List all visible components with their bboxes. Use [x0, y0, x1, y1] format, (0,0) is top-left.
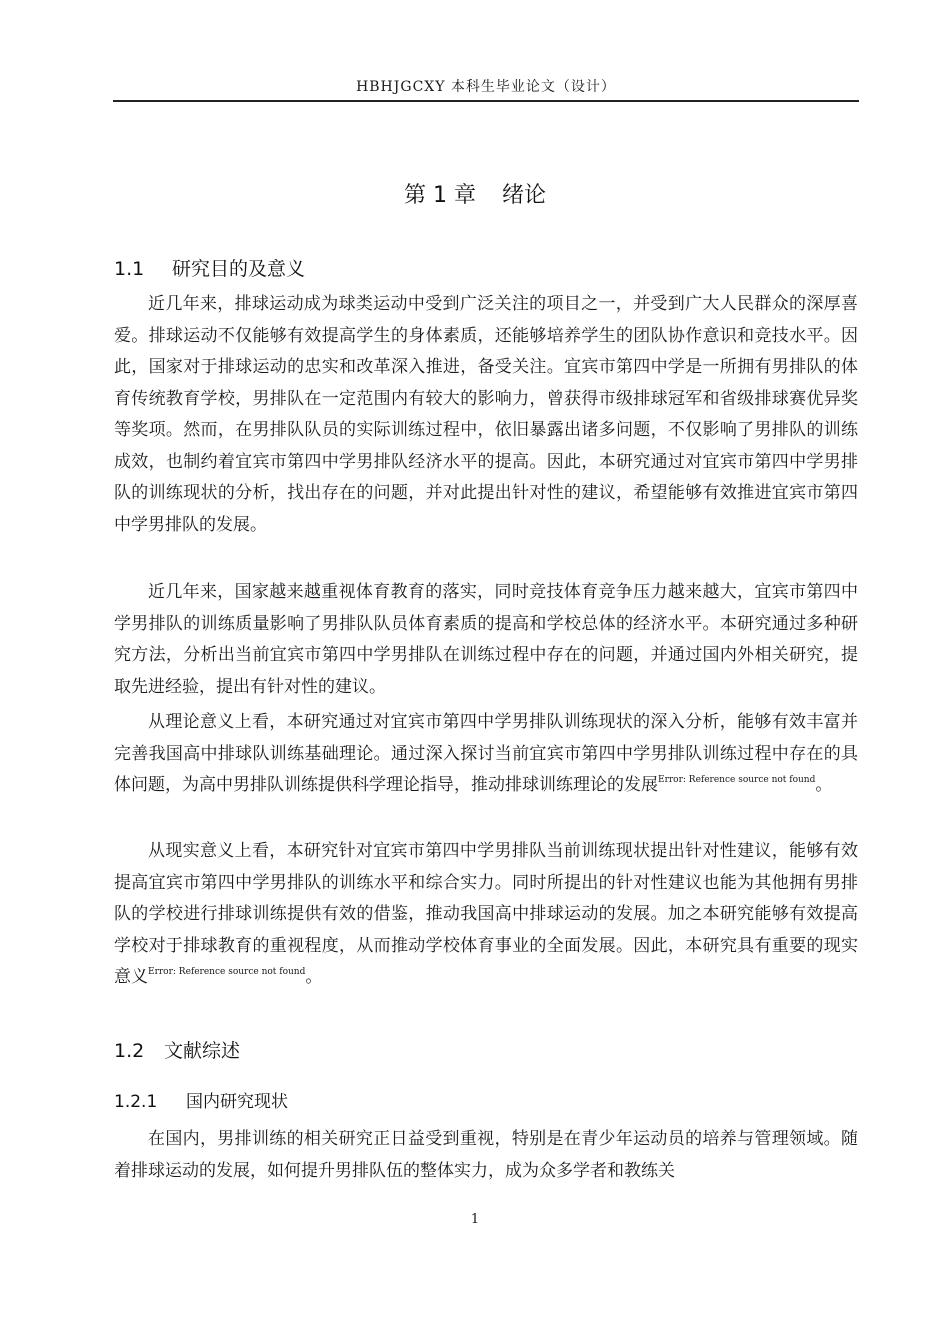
paragraph-end: 。	[815, 775, 833, 795]
paragraph-domestic-research: 在国内，男排训练的相关研究正日益受到重视，特别是在青少年运动员的培养与管理领域。随着排球运动的发展，如何提升男排队伍的整体实力，成为众多学者和教练关	[114, 1129, 858, 1181]
section-title: 文献综述	[164, 1040, 241, 1062]
paragraph-text: 从现实意义上看，本研究针对宜宾市第四中学男排队当前训练现状提出针对性建议，能够有效提高宜宾市第四中学男排队的训练水平和综合实力。同时所提出的针对性建议也能为其他拥有男排队的学校进行排球训练提供有效的借鉴，推动我国高中排球运动的发展。加之本研究能够有效提高学校对于排球教育的重视程度，从而推动学校体育事业的全面发展。因此，本研究具有重要的现实意义	[114, 841, 858, 987]
paragraph-background: 近几年来，国家越来越重视体育教育的落实，同时竞技体育竞争压力越来越大，宜宾市第四中学男排队的训练质量影响了男排队队员体育素质的提高和学校总体的经济水平。本研究通过多种研究方法，分析出当前宜宾市第四中学男排队在训练过程中存在的问题，并通过国内外相关研究，提取先进经验，提出有针对性的建议。	[114, 582, 858, 697]
section-number: 1.2.1	[114, 1092, 158, 1112]
paragraph-practical-significance	[114, 836, 858, 994]
paragraph-purpose: 近几年来，排球运动成为球类运动中受到广泛关注的项目之一，并受到广大人民群众的深厚喜爱。排球运动不仅能够有效提高学生的身体素质，还能够培养学生的团队协作意识和竞技水平。因此，国家对于排球运动的忠实和改革深入推进，备受关注。宜宾市第四中学是一所拥有男排队的体育传统教育学校，男排队在一定范围内有较大的影响力，曾获得市级排球冠军和省级排球赛优异奖等奖项。然而，在男排队队员的实际训练过程中，依旧暴露出诸多问题，不仅影响了男排队的训练成效，也制约着宜宾市第四中学男排队经济水平的提高。因此，本研究通过对宜宾市第四中学男排队的训练现状的分析，找出存在的问题，并对此提出针对性的建议，希望能够有效推进宜宾市第四中学男排队的发展。	[114, 294, 858, 535]
section-title: 国内研究现状	[186, 1092, 288, 1112]
chapter-number: 第 1 章	[404, 183, 476, 208]
section-heading-1-1	[114, 254, 305, 281]
subsection-heading-1-2-1	[114, 1087, 288, 1112]
section-number: 1.2	[114, 1040, 145, 1062]
section-heading-1-2	[114, 1036, 240, 1063]
page-number: 1	[470, 1212, 480, 1227]
paragraph-end: 。	[305, 967, 323, 987]
running-header: HBHJGCXY 本科生毕业论文（设计）	[113, 74, 859, 102]
chapter-title: 绪论	[501, 183, 546, 208]
reference-error-superscript: Error: Reference source not found	[658, 775, 816, 785]
reference-error-superscript: Error: Reference source not found	[148, 967, 306, 977]
paragraph-text: 从理论意义上看，本研究通过对宜宾市第四中学男排队训练现状的深入分析，能够有效丰富并完善我国高中排球队训练基础理论。通过深入探讨当前宜宾市第四中学男排队训练过程中存在的具体问题，为高中男排队训练提供科学理论指导，推动排球训练理论的发展	[114, 712, 858, 795]
chapter-heading	[0, 178, 950, 209]
paragraph-theoretical-significance	[114, 707, 858, 802]
section-title: 研究目的及意义	[172, 258, 306, 280]
section-number: 1.1	[114, 258, 145, 280]
